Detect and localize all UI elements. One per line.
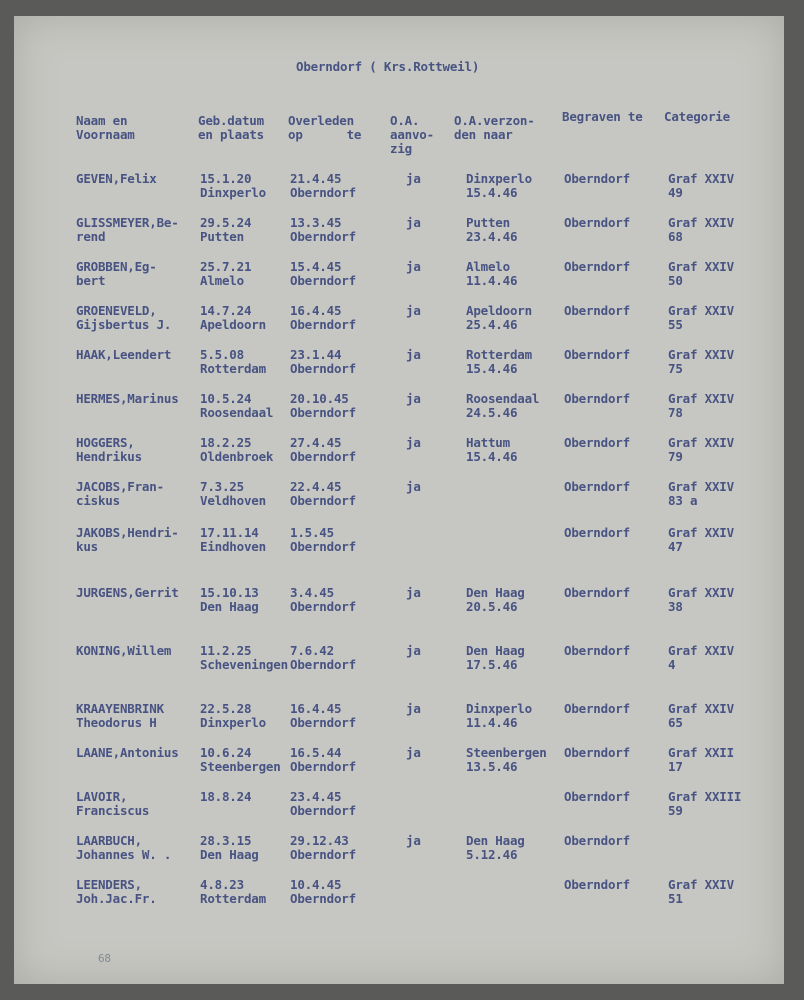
record-buried: Oberndorf (564, 745, 630, 760)
record-buried: Oberndorf (564, 171, 630, 186)
record-name: JAKOBS,Hendri- kus (76, 525, 179, 554)
record-oa: ja (406, 303, 421, 318)
record-buried: Oberndorf (564, 701, 630, 716)
header-category: Categorie (664, 109, 730, 124)
record-category: Graf XXIV 55 (668, 303, 734, 332)
header-oa: O.A. aanvo- zig (390, 113, 434, 156)
record-category: Graf XXII 17 (668, 745, 734, 774)
record-name: JURGENS,Gerrit (76, 585, 179, 600)
document-title: Oberndorf ( Krs.Rottweil) (296, 59, 480, 74)
record-category: Graf XXIV 51 (668, 877, 734, 906)
record-category: Graf XXIV 65 (668, 701, 734, 730)
record-died: 21.4.45 Oberndorf (290, 171, 356, 200)
record-birth: 7.3.25 Veldhoven (200, 479, 266, 508)
record-birth: 15.1.20 Dinxperlo (200, 171, 266, 200)
record-category: Graf XXIV 78 (668, 391, 734, 420)
record-died: 13.3.45 Oberndorf (290, 215, 356, 244)
record-category: Graf XXIV 49 (668, 171, 734, 200)
record-died: 29.12.43 Oberndorf (290, 833, 356, 862)
header-died: Overleden op te (288, 113, 362, 142)
record-died: 20.10.45 Oberndorf (290, 391, 356, 420)
record-died: 10.4.45 Oberndorf (290, 877, 356, 906)
record-sent-to: Apeldoorn 25.4.46 (466, 303, 532, 332)
record-sent-to: Den Haag 17.5.46 (466, 643, 525, 672)
record-oa: ja (406, 479, 421, 494)
record-buried: Oberndorf (564, 479, 630, 494)
record-name: JACOBS,Fran- ciskus (76, 479, 164, 508)
record-sent-to: Den Haag 5.12.46 (466, 833, 525, 862)
record-category: Graf XXIV 79 (668, 435, 734, 464)
record-birth: 11.2.25 Scheveningen (200, 643, 288, 672)
record-oa: ja (406, 215, 421, 230)
record-died: 1.5.45 Oberndorf (290, 525, 356, 554)
record-birth: 18.2.25 Oldenbroek (200, 435, 274, 464)
record-name: HOGGERS, Hendrikus (76, 435, 142, 464)
record-sent-to: Dinxperlo 15.4.46 (466, 171, 532, 200)
record-sent-to: Roosendaal 24.5.46 (466, 391, 540, 420)
record-died: 23.4.45 Oberndorf (290, 789, 356, 818)
record-category: Graf XXIV 83 a (668, 479, 734, 508)
record-died: 16.4.45 Oberndorf (290, 701, 356, 730)
record-birth: 5.5.08 Rotterdam (200, 347, 266, 376)
record-died: 16.4.45 Oberndorf (290, 303, 356, 332)
record-category: Graf XXIV 47 (668, 525, 734, 554)
record-category: Graf XXIV 38 (668, 585, 734, 614)
record-birth: 4.8.23 Rotterdam (200, 877, 266, 906)
record-buried: Oberndorf (564, 215, 630, 230)
record-buried: Oberndorf (564, 347, 630, 362)
record-name: GROBBEN,Eg- bert (76, 259, 157, 288)
record-birth: 29.5.24 Putten (200, 215, 252, 244)
record-sent-to: Almelo 11.4.46 (466, 259, 518, 288)
record-name: LAARBUCH, Johannes W. . (76, 833, 172, 862)
record-name: HAAK,Leendert (76, 347, 172, 362)
record-oa: ja (406, 643, 421, 658)
record-birth: 22.5.28 Dinxperlo (200, 701, 266, 730)
record-buried: Oberndorf (564, 525, 630, 540)
record-name: LEENDERS, Joh.Jac.Fr. (76, 877, 157, 906)
record-oa: ja (406, 833, 421, 848)
record-birth: 18.8.24 (200, 789, 252, 804)
record-name: KONING,Willem (76, 643, 172, 658)
record-name: LAANE,Antonius (76, 745, 179, 760)
record-died: 22.4.45 Oberndorf (290, 479, 356, 508)
header-name: Naam en Voornaam (76, 113, 135, 142)
record-buried: Oberndorf (564, 303, 630, 318)
header-birth: Geb.datum en plaats (198, 113, 264, 142)
record-birth: 28.3.15 Den Haag (200, 833, 259, 862)
record-birth: 10.6.24 Steenbergen (200, 745, 281, 774)
record-name: LAVOIR, Franciscus (76, 789, 150, 818)
record-name: GROENEVELD, Gijsbertus J. (76, 303, 172, 332)
record-died: 27.4.45 Oberndorf (290, 435, 356, 464)
record-sent-to: Dinxperlo 11.4.46 (466, 701, 532, 730)
header-buried: Begraven te (562, 109, 643, 124)
record-oa: ja (406, 435, 421, 450)
record-died: 15.4.45 Oberndorf (290, 259, 356, 288)
record-name: GEVEN,Felix (76, 171, 157, 186)
record-category: Graf XXIV 68 (668, 215, 734, 244)
record-buried: Oberndorf (564, 643, 630, 658)
record-died: 16.5.44 Oberndorf (290, 745, 356, 774)
record-birth: 25.7.21 Almelo (200, 259, 252, 288)
record-died: 7.6.42 Oberndorf (290, 643, 356, 672)
record-died: 23.1.44 Oberndorf (290, 347, 356, 376)
record-category: Graf XXIV 4 (668, 643, 734, 672)
record-buried: Oberndorf (564, 391, 630, 406)
record-oa: ja (406, 391, 421, 406)
record-buried: Oberndorf (564, 833, 630, 848)
record-birth: 15.10.13 Den Haag (200, 585, 259, 614)
record-category: Graf XXIV 50 (668, 259, 734, 288)
record-sent-to: Putten 23.4.46 (466, 215, 518, 244)
record-sent-to: Steenbergen 13.5.46 (466, 745, 547, 774)
header-sent-to: O.A.verzon- den naar (454, 113, 535, 142)
record-oa: ja (406, 347, 421, 362)
record-birth: 14.7.24 Apeldoorn (200, 303, 266, 332)
record-sent-to: Hattum 15.4.46 (466, 435, 518, 464)
record-name: GLISSMEYER,Be- rend (76, 215, 179, 244)
record-sent-to: Rotterdam 15.4.46 (466, 347, 532, 376)
record-buried: Oberndorf (564, 585, 630, 600)
record-buried: Oberndorf (564, 259, 630, 274)
record-buried: Oberndorf (564, 789, 630, 804)
record-name: HERMES,Marinus (76, 391, 179, 406)
record-name: KRAAYENBRINK Theodorus H (76, 701, 164, 730)
record-oa: ja (406, 259, 421, 274)
record-died: 3.4.45 Oberndorf (290, 585, 356, 614)
record-oa: ja (406, 701, 421, 716)
record-oa: ja (406, 171, 421, 186)
record-category: Graf XXIII 59 (668, 789, 742, 818)
record-buried: Oberndorf (564, 435, 630, 450)
record-oa: ja (406, 585, 421, 600)
record-sent-to: Den Haag 20.5.46 (466, 585, 525, 614)
record-birth: 10.5.24 Roosendaal (200, 391, 274, 420)
page-mark: 68 (98, 952, 111, 965)
record-oa: ja (406, 745, 421, 760)
record-birth: 17.11.14 Eindhoven (200, 525, 266, 554)
document-page (14, 16, 784, 984)
record-buried: Oberndorf (564, 877, 630, 892)
record-category: Graf XXIV 75 (668, 347, 734, 376)
